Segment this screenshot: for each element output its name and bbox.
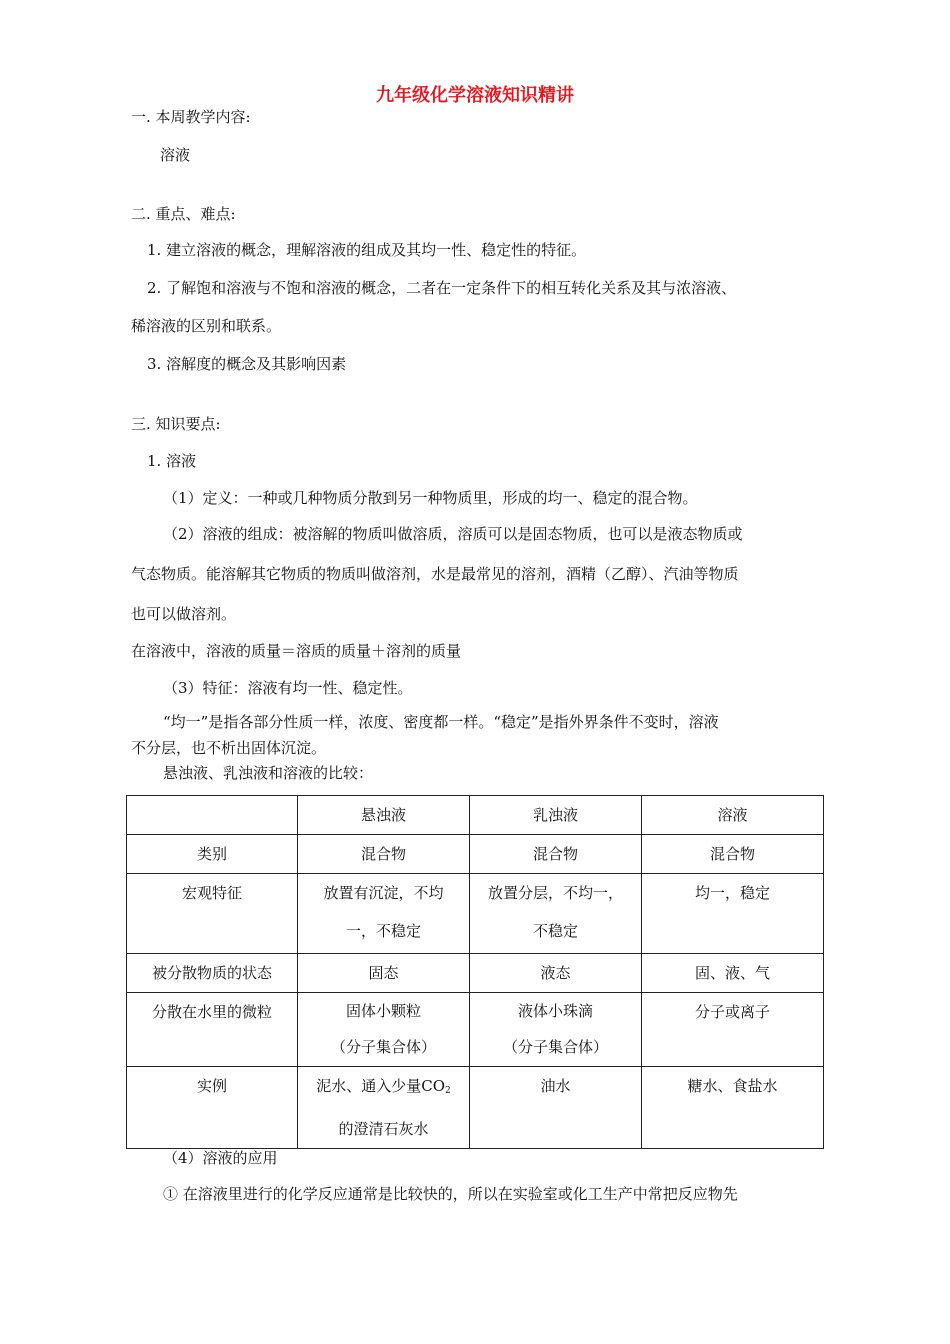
table-cell: 被分散物质的状态 <box>127 954 298 993</box>
table-cell-line: 不稳定 <box>532 922 578 940</box>
example-co2-text: 泥水、通入少量CO <box>316 1077 446 1095</box>
table-cell <box>298 993 470 1067</box>
comparison-caption: 悬浊液、乳浊液和溶液的比较： <box>163 764 374 782</box>
table-cell-line: （分子集合体） <box>330 1038 436 1056</box>
table-cell <box>470 993 642 1067</box>
subsection-solution: 1. 溶液 <box>147 452 197 470</box>
key-point-2-cont: 稀溶液的区别和联系。 <box>131 317 282 335</box>
table-cell-line: 固体小颗粒 <box>345 1002 421 1020</box>
table-cell: 固、液、气 <box>642 954 824 993</box>
page-title: 九年级化学溶液知识精讲 <box>376 85 574 106</box>
table-cell-line: 液体小珠滴 <box>517 1002 593 1020</box>
table-cell: 糖水、食盐水 <box>642 1067 824 1149</box>
table-cell <box>470 874 642 954</box>
table-cell: 固态 <box>298 954 470 993</box>
features-detail-2: 不分层，也不析出固体沉淀。 <box>131 739 327 757</box>
features-detail-1: “均一”是指各部分性质一样，浓度、密度都一样。“稳定”是指外界条件不变时，溶液 <box>163 713 719 731</box>
section1-heading: 一. 本周教学内容: <box>131 108 251 126</box>
table-row <box>127 835 824 874</box>
table-cell: 油水 <box>470 1067 642 1149</box>
table-row <box>127 874 824 954</box>
table-cell-line: 放置分层，不均一， <box>487 884 623 902</box>
section2-heading: 二. 重点、难点: <box>131 205 236 223</box>
key-point-3: 3. 溶解度的概念及其影响因素 <box>147 355 347 373</box>
table-cell: 混合物 <box>642 835 824 874</box>
table-header-cell <box>127 796 298 835</box>
table-cell-line: 一，不稳定 <box>345 922 421 940</box>
table-row <box>127 1067 824 1149</box>
table-row <box>127 993 824 1067</box>
table-header-row <box>127 796 824 835</box>
table-cell: 类别 <box>127 835 298 874</box>
table-cell: 液态 <box>470 954 642 993</box>
key-point-1: 1. 建立溶液的概念，理解溶液的组成及其均一性、稳定性的特征。 <box>147 241 587 259</box>
table-cell: 混合物 <box>298 835 470 874</box>
composition-line-2: 气态物质。能溶解其它物质的物质叫做溶剂，水是最常见的溶剂，酒精（乙醇）、汽油等物质 <box>131 565 739 583</box>
table-header-cell: 溶液 <box>642 796 824 835</box>
mass-relation: 在溶液中，溶液的质量＝溶质的质量＋溶剂的质量 <box>131 642 462 660</box>
key-point-2: 2. 了解饱和溶液与不饱和溶液的概念，二者在一定条件下的相互转化关系及其与浓溶液、 <box>147 279 737 297</box>
features-line: （3）特征：溶液有均一性、稳定性。 <box>163 679 413 697</box>
table-cell: 均一，稳定 <box>642 874 824 954</box>
table-cell: 实例 <box>127 1067 298 1149</box>
definition-line: （1）定义：一种或几种物质分散到另一种物质里，形成的均一、稳定的混合物。 <box>163 489 698 507</box>
table-cell-line <box>298 1067 469 1110</box>
table-cell-line: 放置有沉淀，不均 <box>323 884 444 902</box>
table-cell: 分散在水里的微粒 <box>127 993 298 1067</box>
table-cell-line: （分子集合体） <box>502 1038 608 1056</box>
table-header-cell: 乳浊液 <box>470 796 642 835</box>
applications-line-1: ① 在溶液里进行的化学反应通常是比较快的，所以在实验室或化工生产中常把反应物先 <box>163 1185 738 1203</box>
section3-heading: 三. 知识要点: <box>131 415 221 433</box>
table-cell-line: 的澄清石灰水 <box>338 1120 429 1138</box>
table-cell: 分子或离子 <box>642 993 824 1067</box>
comparison-table <box>126 795 824 1149</box>
subscript: 2 <box>445 1086 451 1096</box>
table-cell <box>298 874 470 954</box>
table-cell <box>298 1067 470 1149</box>
composition-line-1: （2）溶液的组成：被溶解的物质叫做溶质，溶质可以是固态物质，也可以是液态物质或 <box>163 525 743 543</box>
table-header-cell: 悬浊液 <box>298 796 470 835</box>
table-cell: 混合物 <box>470 835 642 874</box>
table-row <box>127 954 824 993</box>
applications-heading: （4）溶液的应用 <box>163 1149 278 1167</box>
section1-content: 溶液 <box>160 146 191 164</box>
composition-line-3: 也可以做溶剂。 <box>131 605 237 623</box>
table-cell: 宏观特征 <box>127 874 298 954</box>
